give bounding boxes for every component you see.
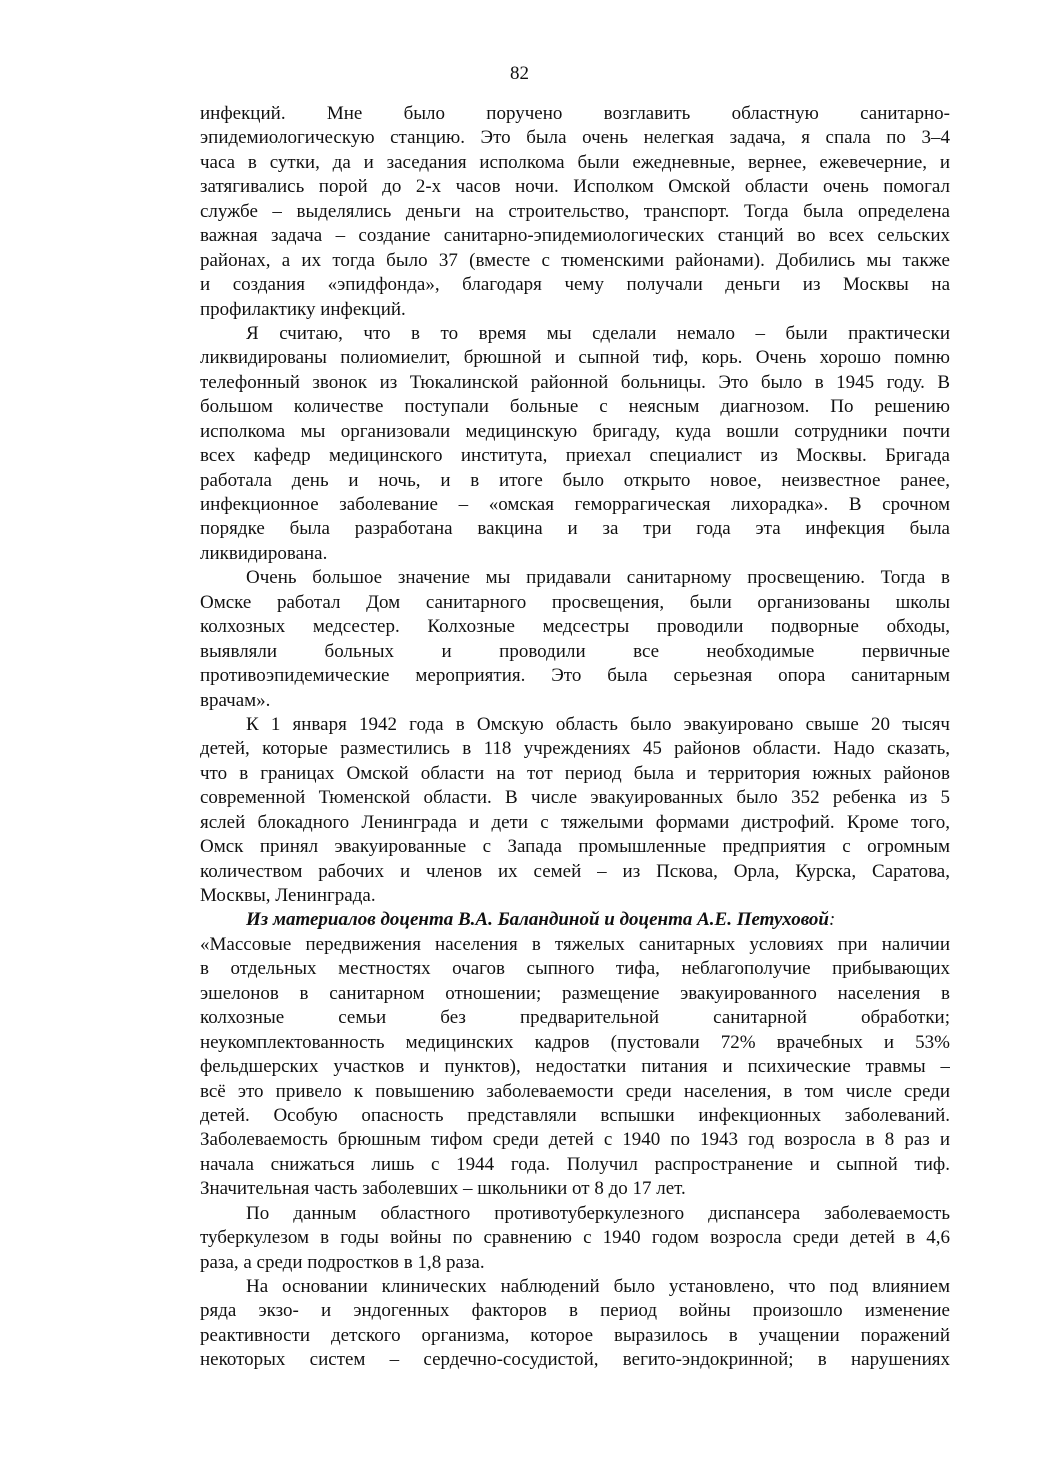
text-line: неукомплектованность медицинских кадров (пустовали 72% врачебных и 53% (200, 1031, 950, 1053)
text-line: детей, которые разместились в 118 учреждениях 45 районов области. Надо сказать, (200, 738, 950, 760)
paragraphs-after-heading (200, 933, 950, 1373)
text-line: службе – выделялись деньги на строительство, транспорт. Тогда была определена (200, 200, 950, 222)
page-number: 82 (510, 63, 529, 84)
text-line: фельдшерских участков и пунктов), недостатки питания и психические травмы – (200, 1056, 950, 1078)
text-line: туберкулезом в годы войны по сравнению с 1940 годом возросла среди детей в 4,6 (200, 1227, 950, 1249)
text-line: районах, а их тогда было 37 (вместе с тюменскими районами). Добились мы также (200, 249, 950, 271)
text-line: в отдельных местностях очагов сыпного тифа, неблагополучие прибывающих (200, 958, 950, 980)
text-line: Омске работал Дом санитарного просвещения, были организованы школы (200, 591, 950, 613)
text-line: Москвы, Ленинграда. (200, 885, 376, 906)
text-line: профилактику инфекций. (200, 298, 406, 320)
text-line: некоторых систем – сердечно-сосудистой, вегито-эндокринной; в нарушениях (200, 1349, 950, 1371)
text-line: эпидемиологическую станцию. Это была очень нелегкая задача, я спала по 3–4 (200, 127, 950, 149)
heading-text: Из материалов доцента В.А. Баландиной и доцента А.Е. Петуховой (246, 909, 829, 931)
paragraph (200, 566, 950, 713)
text-line: всех кафедр медицинского института, приехал специалист из Москвы. Бригада (200, 445, 950, 467)
text-line: ликвидирована. (200, 542, 328, 564)
text-line: порядке была разработана вакцина и за три года эта инфекция была (200, 518, 950, 540)
text-line: ряда экзо- и эндогенных факторов в период войны произошло изменение (200, 1300, 950, 1322)
paragraphs-before-heading (200, 102, 950, 908)
text-line: современной Тюменской области. В числе эвакуированных было 352 ребенка из 5 (200, 787, 950, 809)
text-line: количеством рабочих и членов их семей – из Пскова, Орла, Курска, Саратова, (200, 860, 950, 882)
text-line: врачам». (200, 689, 271, 711)
text-line: работала день и ночь, и в итоге было открыто новое, неизвестное ранее, (200, 469, 950, 491)
paragraph (200, 322, 950, 566)
text-line: По данным областного противотуберкулезного диспансера заболеваемость (246, 1202, 950, 1224)
text-line: колхозные семьи без предварительной санитарной обработки; (200, 1007, 950, 1029)
text-line: большом количестве поступали больные с неясным диагнозом. По решению (200, 396, 950, 418)
text-line: колхозных медсестер. Колхозные медсестры проводили подворные обходы, (200, 616, 950, 638)
text-line: К 1 января 1942 года в Омскую область было эвакуировано свыше 20 тысяч (246, 713, 950, 735)
text-line: что в границах Омской области на тот период была и территория южных районов (200, 762, 950, 784)
text-line: Омск принял эвакуированные с Запада промышленные предприятия с огромным (200, 836, 950, 858)
text-line: выявляли больных и проводили все необходимые первичные (200, 640, 950, 662)
text-line: затягивались порой до 2-х часов ночи. Исполком Омской области очень помогал (200, 176, 950, 198)
text-line: Заболеваемость брюшным тифом среди детей с 1940 по 1943 год возросла в 8 раз и (200, 1129, 950, 1151)
text-line: часа в сутки, да и заседания исполкома были ежедневные, вернее, ежевечерние, и (200, 151, 950, 173)
quote-source-heading (200, 908, 950, 932)
text-line: инфекций. Мне было поручено возглавить областную санитарно- (200, 103, 950, 124)
paragraph (200, 713, 950, 909)
text-line: яслей блокадного Ленинграда и дети с тяжелыми формами дистрофий. Кроме того, (200, 811, 950, 833)
text-line: важная задача – создание санитарно-эпидемиологических станций во всех сельских (200, 225, 950, 247)
text-line: и создания «эпидфонда», благодаря чему получали деньги из Москвы на (200, 274, 950, 296)
paragraph (200, 1202, 950, 1275)
text-line: реактивности детского организма, которое выразилось в учащении поражений (200, 1324, 950, 1346)
text-line: эшелонов в санитарном отношении; размещение эвакуированного населения в (200, 982, 950, 1004)
text-line: Значительная часть заболевших – школьники от 8 до 17 лет. (200, 1178, 686, 1200)
text-line: детей. Особую опасность представляли вспышки инфекционных заболеваний. (200, 1104, 950, 1126)
text-line: начала снижаться лишь с 1944 года. Получил распространение и сыпной тиф. (200, 1153, 950, 1175)
body-text (200, 102, 950, 1373)
text-line: Очень большое значение мы придавали санитарному просвещению. Тогда в (246, 567, 950, 589)
text-line: исполкома мы организовали медицинскую бригаду, куда вошли сотрудники почти (200, 420, 950, 442)
text-line: инфекционное заболевание – «омская геморрагическая лихорадка». В срочном (200, 494, 950, 515)
text-line: На основании клинических наблюдений было установлено, что под влиянием (246, 1276, 950, 1297)
text-line: Я считаю, что в то время мы сделали немало – были практически (246, 322, 950, 344)
heading-colon: : (829, 909, 836, 931)
text-line: противоэпидемические мероприятия. Это была серьезная опора санитарным (200, 665, 950, 687)
text-line: «Массовые передвижения населения в тяжелых санитарных условиях при наличии (200, 933, 950, 955)
text-line: телефонный звонок из Тюкалинской районной больницы. Это было в 1945 году. В (200, 371, 950, 393)
paragraph (200, 933, 950, 1202)
paragraph (200, 102, 950, 322)
paragraph (200, 1275, 950, 1373)
text-line: всё это привело к повышению заболеваемости среди населения, в том числе среди (200, 1080, 950, 1102)
text-line: раза, а среди подростков в 1,8 раза. (200, 1251, 485, 1273)
text-line: ликвидированы полиомиелит, брюшной и сыпной тиф, корь. Очень хорошо помню (200, 347, 950, 369)
